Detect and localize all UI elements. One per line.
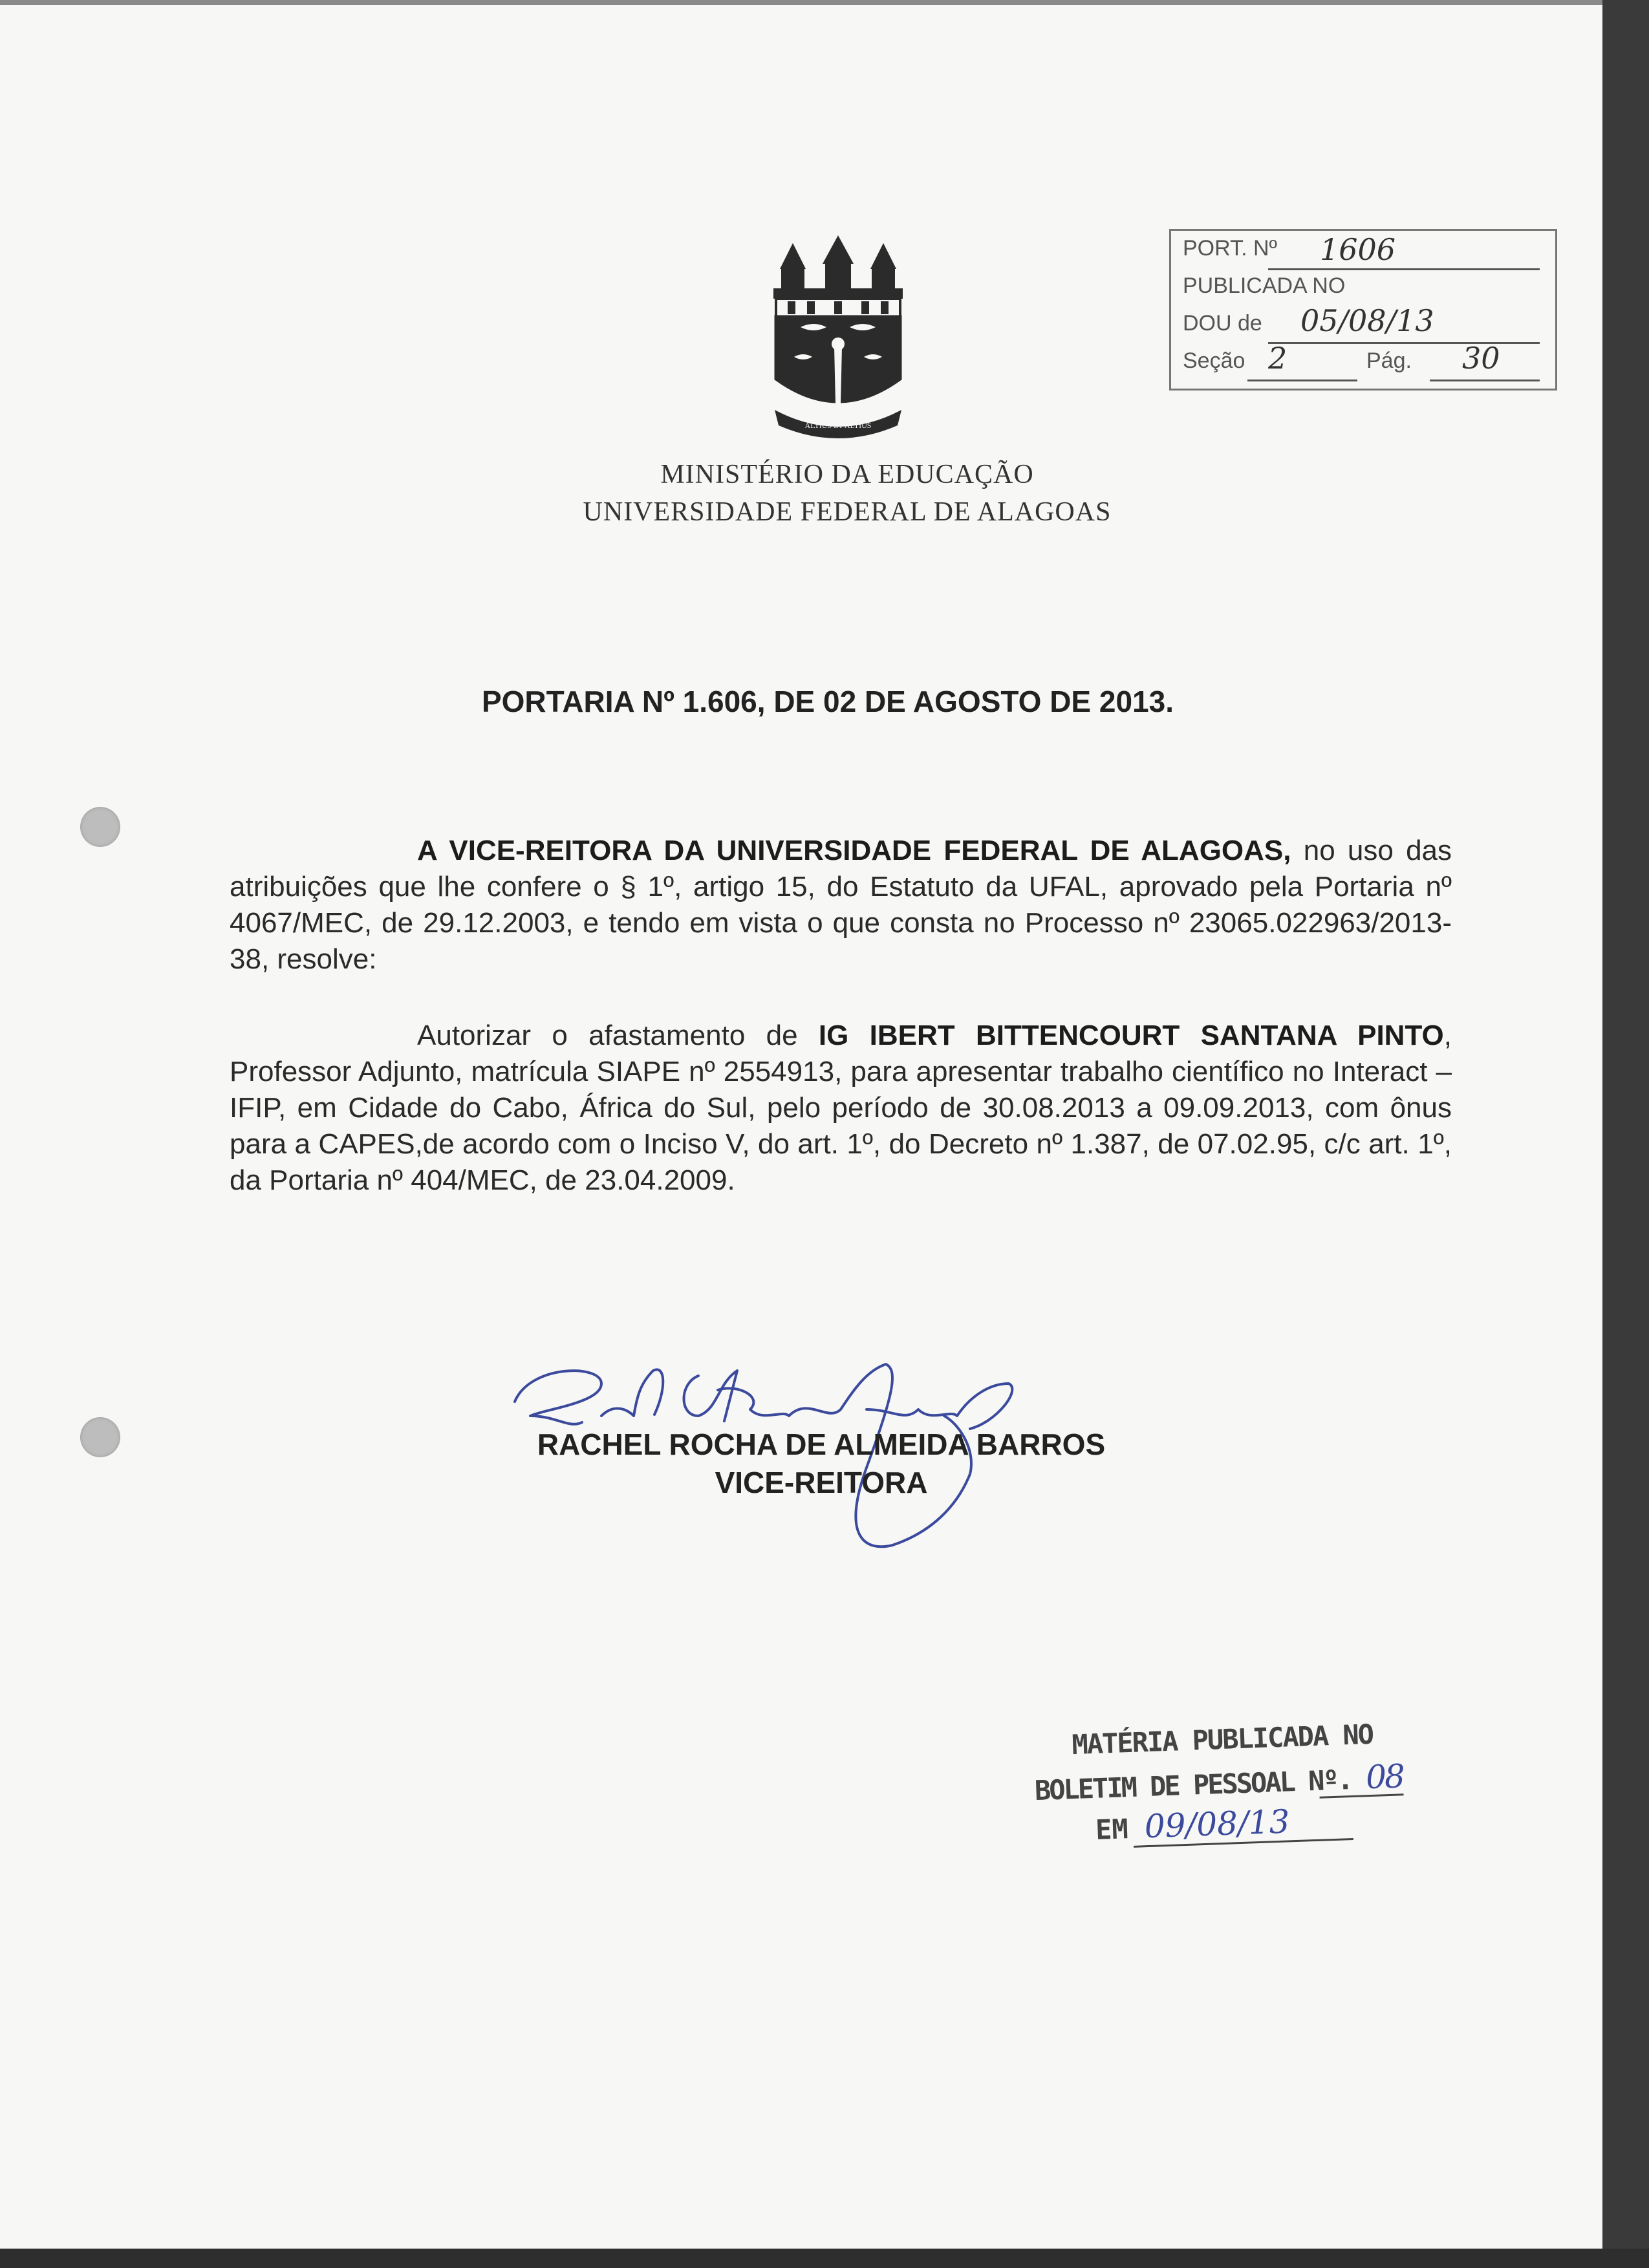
document-title: PORTARIA Nº 1.606, DE 02 DE AGOSTO DE 2013. [481,685,1174,718]
pag-underline [1430,380,1540,381]
ufal-coat-of-arms-icon [762,230,914,444]
punch-hole-top [80,807,120,847]
scan-top-edge [0,0,1604,5]
secao-underline [1247,380,1357,381]
boletim-date-label: EM [1095,1813,1129,1846]
boletim-stamp [1033,1717,1412,1859]
preamble-lead: A VICE-REITORA DA UNIVERSIDADE FEDERAL DE ALAGOAS, [417,835,1291,866]
paragraph-resolution [230,1018,1452,1199]
document-header [453,456,1242,531]
ministry-name: MINISTÉRIO DA EDUCAÇÃO [660,460,1034,489]
preamble-body: no uso das atribuições que lhe confere o § 1º, artigo 15, do Estatuto da UFAL, aprovado pela Portaria nº 4067/MEC, de 29.12.2003, e tendo em vista o que consta no Processo nº 23065.022963/2013-38, resolve: [230,835,1452,975]
signatory-role: VICE-REITORA [715,1466,928,1499]
boletim-label: BOLETIM DE PESSOAL Nº. [1034,1764,1352,1807]
crest-motto: ALTIUS ET ALTIUS [804,421,872,430]
port-underline [1268,268,1540,270]
scan-bottom-edge [0,2249,1649,2268]
boletim-number: 08 [1365,1757,1404,1797]
boletim-line1: MATÉRIA PUBLICADA NO [1071,1718,1374,1761]
beneficiary-name: IG IBERT BITTENCOURT SANTANA PINTO [818,1020,1444,1051]
secao-label: Seção [1183,348,1245,373]
punch-hole-bottom [80,1417,120,1457]
boletim-date: 09/08/13 [1143,1803,1291,1846]
port-value: 1606 [1320,232,1396,267]
resolution-intro: Autorizar o afastamento de [417,1020,819,1051]
dou-label: DOU de [1183,311,1262,336]
dou-value: 05/08/13 [1300,303,1434,338]
university-name: UNIVERSIDADE FEDERAL DE ALAGOAS [583,497,1112,527]
port-label: PORT. Nº [1183,236,1277,261]
pag-label: Pág. [1366,348,1412,373]
publicada-label: PUBLICADA NO [1183,273,1346,298]
scan-right-edge [1602,0,1649,2268]
secao-value: 2 [1268,341,1288,376]
resolution-body: , Professor Adjunto, matrícula SIAPE nº 2554913, para apresentar trabalho científico no Interact – IFIP, em Cidade do Cabo, África do Sul, pelo período de 30.08.2013 a 09.09.2013, com ônus para a CAPES,de acordo com o Inciso V, do art. 1º, do Decreto nº 1.387, de 07.02.95, c/c art. 1º, da Portaria nº 404/MEC, de 23.04.2009. [230,1020,1452,1196]
publication-stamp-box [1169,229,1557,390]
paragraph-preamble [230,833,1452,978]
pag-value: 30 [1462,341,1500,376]
signatory-name: RACHEL ROCHA DE ALMEIDA BARROS [537,1428,1106,1461]
